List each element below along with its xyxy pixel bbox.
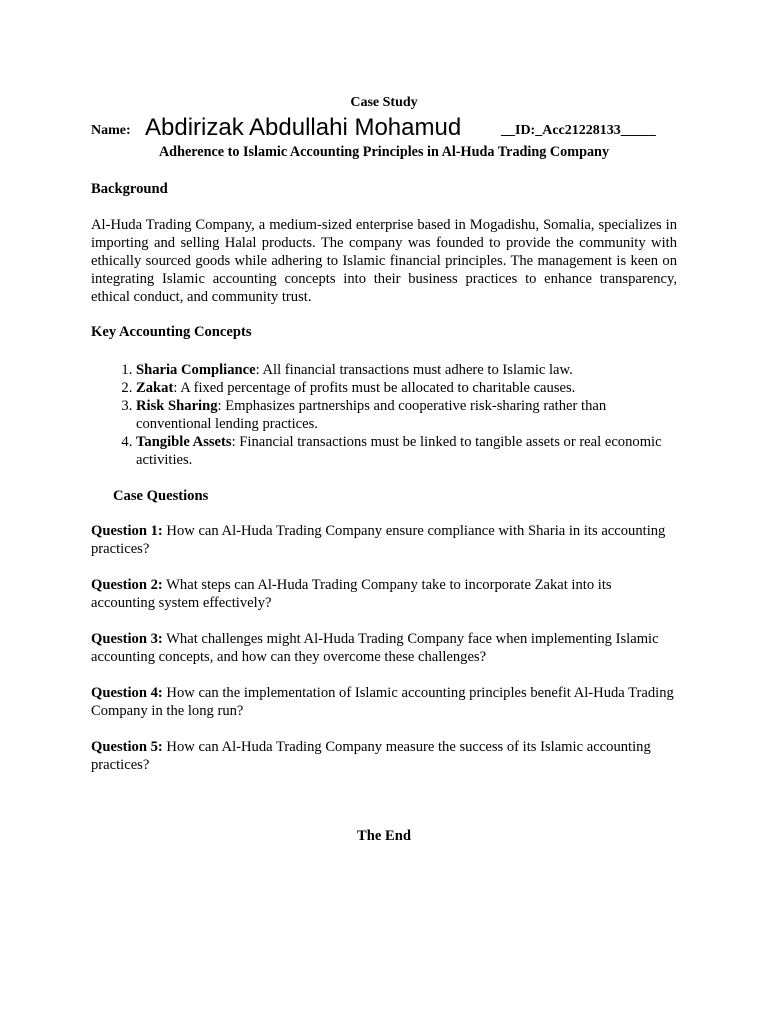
list-item [136, 397, 677, 433]
concepts-list [91, 361, 677, 469]
question-text: How can Al-Huda Trading Company measure the success of its Islamic accounting practices? [91, 739, 651, 773]
concept-text: : A fixed percentage of profits must be allocated to charitable causes. [173, 380, 576, 396]
question-label: Question 5: [91, 739, 163, 755]
question-text: How can the implementation of Islamic accounting principles benefit Al-Huda Trading Company in the long run? [91, 685, 674, 719]
question-label: Question 1: [91, 523, 163, 539]
concept-term: Zakat [136, 380, 174, 396]
concept-text: : Financial transactions must be linked to tangible assets or real economic activities. [136, 434, 662, 468]
name-label: Name: [91, 123, 131, 138]
student-name: Abdirizak Abdullahi Mohamud [145, 114, 462, 141]
questions-heading: Case Questions [113, 488, 209, 504]
list-item [136, 361, 677, 379]
question-item [91, 522, 677, 558]
list-item [136, 379, 677, 397]
question-label: Question 3: [91, 631, 163, 647]
document-title: Case Study [350, 95, 418, 110]
student-id: __ID:_Acc21228133_____ [501, 123, 656, 138]
question-label: Question 2: [91, 577, 163, 593]
concept-term: Tangible Assets [136, 434, 232, 450]
question-label: Question 4: [91, 685, 163, 701]
concept-term: Risk Sharing [136, 398, 218, 414]
question-item [91, 576, 677, 612]
question-text: What steps can Al-Huda Trading Company take to incorporate Zakat into its accounting system effectively? [91, 577, 612, 611]
concept-term: Sharia Compliance [136, 362, 256, 378]
name-row [91, 94, 677, 141]
end-marker: The End [357, 828, 411, 844]
background-paragraph: Al-Huda Trading Company, a medium-sized enterprise based in Mogadishu, Somalia, specializes in importing and selling Halal products. The company was founded to provide the community with ethically sourced goods while adhering to Islamic financial principles. The management is keen on integrating Islamic accounting concepts into their business practices to enhance transparency, ethical conduct, and community trust. [91, 217, 677, 305]
concepts-heading: Key Accounting Concepts [91, 324, 252, 340]
question-text: How can Al-Huda Trading Company ensure compliance with Sharia in its accounting practices? [91, 523, 666, 557]
concept-text: : Emphasizes partnerships and cooperative risk-sharing rather than conventional lending practices. [136, 398, 607, 432]
case-subtitle: Adherence to Islamic Accounting Principles in Al-Huda Trading Company [158, 144, 610, 160]
question-item [91, 684, 677, 720]
question-item [91, 738, 677, 774]
question-text: What challenges might Al-Huda Trading Company face when implementing Islamic accounting concepts, and how can they overcome these challenges? [91, 631, 659, 665]
concept-text: : All financial transactions must adhere to Islamic law. [255, 362, 573, 378]
background-heading: Background [91, 181, 168, 197]
list-item [136, 433, 677, 469]
document-page [91, 94, 677, 845]
question-item [91, 630, 677, 666]
